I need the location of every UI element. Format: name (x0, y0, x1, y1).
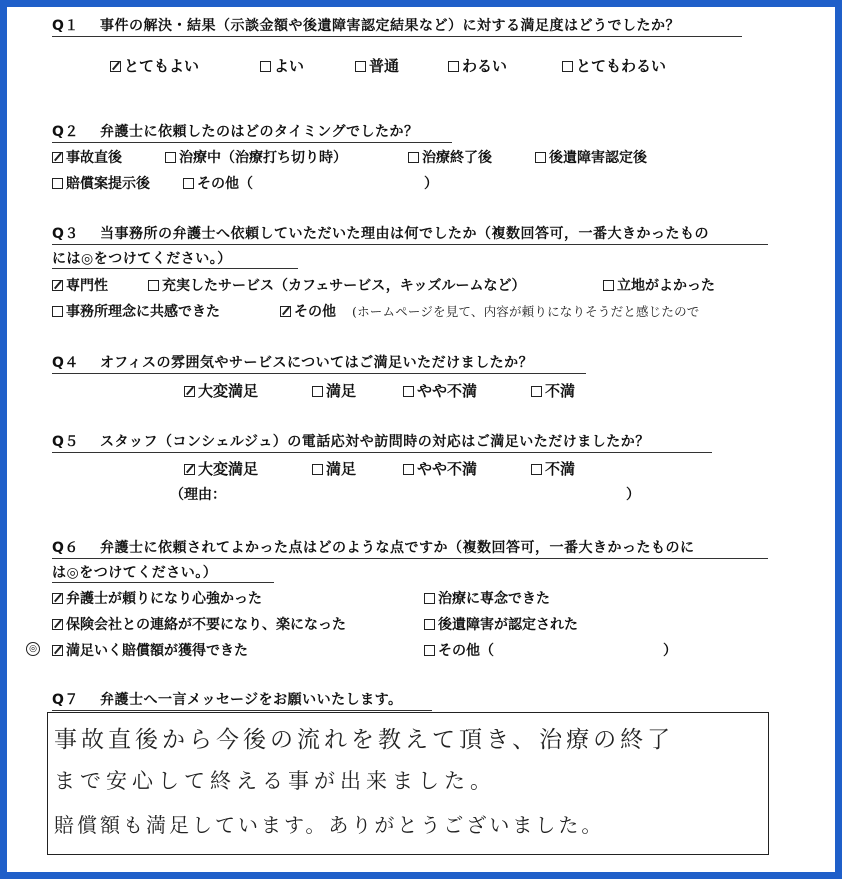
q3-underline-1 (52, 244, 768, 245)
q6-text-line1: 弁護士に依頼されてよかった点はどのような点ですか（複数回答可，一番大きかったものに (100, 540, 695, 556)
q6-option-no-insurer-contact[interactable]: 保険会社との連絡が不要になり、楽になった (52, 614, 346, 634)
checkbox[interactable] (424, 593, 435, 604)
checkbox-checked[interactable] (280, 306, 291, 317)
q2-underline (52, 142, 452, 143)
checkbox-checked[interactable] (52, 280, 63, 291)
checkbox-checked[interactable] (52, 645, 63, 656)
q1-option-good[interactable]: よい (260, 55, 304, 76)
message-box[interactable] (47, 712, 769, 855)
q6-question-line2: は◎をつけてください。） (52, 565, 218, 581)
q3-option-services[interactable]: 充実したサービス（カフェサービス，キッズルームなど） (148, 275, 525, 295)
q3-option-expertise[interactable]: 専門性 (52, 275, 108, 295)
q4-option-somewhat-dissatisfied[interactable]: やや不満 (403, 380, 477, 401)
q3-underline-2 (52, 268, 298, 269)
q4-option-dissatisfied[interactable]: 不満 (531, 380, 575, 401)
checkbox[interactable] (403, 464, 414, 475)
q3-other-handwritten: (ホームページを見て、内容が頼りになりそうだと感じたので (352, 304, 700, 319)
q3-text-line1: 当事務所の弁護士へ依頼していただいた理由は何でしたか（複数回答可，一番大きかったもの (100, 226, 709, 242)
q6-number: Q６ (52, 540, 79, 556)
checkbox[interactable] (312, 386, 323, 397)
q7-number: Q７ (52, 692, 79, 708)
message-line-2: まで安心して終える事が出来ました。 (54, 769, 496, 793)
q1-option-normal[interactable]: 普通 (355, 55, 399, 76)
q5-option-satisfied[interactable]: 満足 (312, 458, 356, 479)
q6-underline-1 (52, 558, 768, 559)
q3-question-line2: には◎をつけてください。） (52, 251, 232, 267)
message-line-1: 事故直後から今後の流れを教えて頂き、治療の終了 (54, 727, 675, 753)
checkbox[interactable] (531, 464, 542, 475)
checkbox[interactable] (183, 178, 194, 189)
q1-underline (52, 36, 742, 37)
q1-text: 事件の解決・結果（示談金額や後遺障害認定結果など）に対する満足度はどうでしたか？ (100, 18, 680, 34)
q3-number: Q３ (52, 226, 79, 242)
checkbox[interactable] (424, 619, 435, 630)
q7-text: 弁護士へ一言メッセージをお願いいたします。 (100, 692, 403, 708)
checkbox[interactable] (312, 464, 323, 475)
q5-underline (52, 452, 712, 453)
q4-option-very-satisfied[interactable]: 大変満足 (184, 380, 258, 401)
q6-option-disability-certified[interactable]: 後遺障害が認定された (424, 614, 578, 634)
q1-number: Q１ (52, 18, 79, 34)
q5-option-somewhat-dissatisfied[interactable]: やや不満 (403, 458, 477, 479)
q2-other-close: ） (424, 176, 438, 192)
checkbox-checked[interactable] (52, 593, 63, 604)
q6-option-other[interactable]: その他（ (424, 640, 494, 660)
message-line-3: 賠償額も満足しています。ありがとうございました。 (54, 813, 605, 837)
q5-reason-close: ） (626, 487, 640, 503)
q1-question (52, 15, 680, 35)
checkbox-checked[interactable] (184, 386, 195, 397)
q6-option-focus-treatment[interactable]: 治療に専念できた (424, 588, 550, 608)
q4-text: オフィスの雰囲気やサービスについてはご満足いただけましたか？ (100, 355, 534, 371)
checkbox-checked[interactable] (52, 619, 63, 630)
q4-option-satisfied[interactable]: 満足 (312, 380, 356, 401)
checkbox[interactable] (260, 61, 271, 72)
q6-other-close: ） (663, 643, 677, 659)
checkbox[interactable] (52, 178, 63, 189)
checkbox[interactable] (403, 386, 414, 397)
q6-option-satisfying-compensation[interactable]: 満足いく賠償額が獲得できた (52, 640, 248, 660)
q6-question-line1 (52, 537, 695, 557)
q2-question (52, 121, 418, 141)
q2-number: Q２ (52, 124, 79, 140)
checkbox[interactable] (448, 61, 459, 72)
checkbox[interactable] (148, 280, 159, 291)
checkbox[interactable] (562, 61, 573, 72)
q5-option-very-satisfied[interactable]: 大変満足 (184, 458, 258, 479)
q1-option-bad[interactable]: わるい (448, 55, 507, 76)
q7-question (52, 689, 403, 709)
q1-option-very-good[interactable]: とてもよい (110, 55, 199, 76)
q5-text: スタッフ（コンシェルジュ）の電話応対や訪問時の対応はご満足いただけましたか？ (100, 434, 650, 450)
q5-reason-label: （理由： (170, 487, 226, 503)
checkbox[interactable] (52, 306, 63, 317)
q3-option-location[interactable]: 立地がよかった (603, 275, 715, 295)
q4-underline (52, 373, 586, 374)
checkbox[interactable] (531, 386, 542, 397)
double-circle-mark: ◎ (26, 642, 40, 656)
checkbox[interactable] (165, 152, 176, 163)
q6-option-reliable-lawyer[interactable]: 弁護士が頼りになり心強かった (52, 588, 262, 608)
q7-underline (52, 710, 432, 711)
q6-underline-2 (52, 582, 274, 583)
q3-question-line1 (52, 223, 709, 243)
checkbox[interactable] (535, 152, 546, 163)
q5-question (52, 431, 650, 451)
checkbox[interactable] (603, 280, 614, 291)
q4-number: Q４ (52, 355, 79, 371)
q2-option-other[interactable]: その他（ (183, 173, 253, 193)
q3-option-other[interactable]: その他 (280, 301, 336, 321)
q2-option-after-settlement-offer[interactable]: 賠償案提示後 (52, 173, 150, 193)
q5-option-dissatisfied[interactable]: 不満 (531, 458, 575, 479)
q1-option-very-bad[interactable]: とてもわるい (562, 55, 666, 76)
q2-option-after-disability-cert[interactable]: 後遺障害認定後 (535, 147, 647, 167)
q4-question (52, 352, 533, 372)
q2-option-right-after-accident[interactable]: 事故直後 (52, 147, 122, 167)
checkbox-checked[interactable] (184, 464, 195, 475)
q2-text: 弁護士に依頼したのはどのタイミングでしたか？ (100, 124, 419, 140)
q2-option-after-treatment[interactable]: 治療終了後 (408, 147, 492, 167)
checkbox-checked[interactable] (52, 152, 63, 163)
q2-option-during-treatment[interactable]: 治療中（治療打ち切り時） (165, 147, 347, 167)
checkbox[interactable] (408, 152, 419, 163)
q3-option-philosophy[interactable]: 事務所理念に共感できた (52, 301, 220, 321)
checkbox[interactable] (355, 61, 366, 72)
q5-number: Q５ (52, 434, 79, 450)
checkbox[interactable] (424, 645, 435, 656)
checkbox-checked[interactable] (110, 61, 121, 72)
